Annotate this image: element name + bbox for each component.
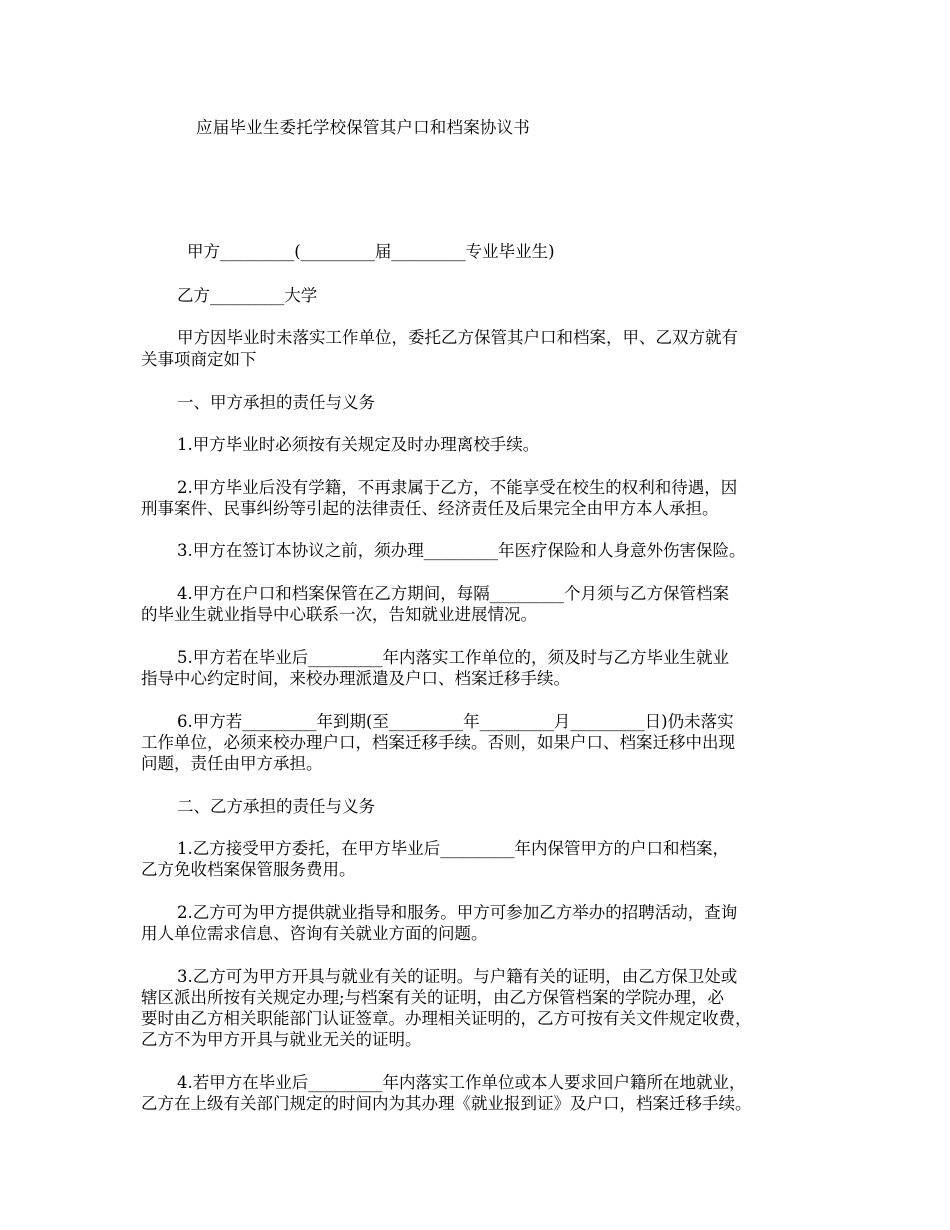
- clause-line: 问题，责任由甲方承担。: [141, 754, 323, 773]
- party-a-line: 甲方_________(_________届_________专业毕业生): [187, 242, 555, 261]
- clause-line: 1.甲方毕业时必须按有关规定及时办理离校手续。: [177, 435, 540, 454]
- clause-line: 的毕业生就业指导中心联系一次，告知就业进展情况。: [141, 605, 537, 624]
- intro-line: 关事项商定如下: [141, 350, 257, 369]
- document-title: 应届毕业生委托学校保管其户口和档案协议书: [196, 118, 530, 137]
- party-b-line: 乙方_________大学: [177, 286, 318, 305]
- clause-line: 6.甲方若_________年到期(至_________年_________月_________日)仍未落实: [177, 712, 734, 731]
- clause-line: 要时由乙方相关职能部门认证签章。办理相关证明的，乙方可按有关文件规定收费，: [141, 1009, 752, 1028]
- clause-line: 1.乙方接受甲方委托，在甲方毕业后_________年内保管甲方的户口和档案，: [177, 839, 729, 858]
- clause-line: 乙方在上级有关部门规定的时间内为其办理《就业报到证》及户口，档案迁移手续。: [141, 1094, 752, 1113]
- clause-line: 3.甲方在签订本协议之前，须办理_________年医疗保险和人身意外伤害保险。: [177, 541, 746, 560]
- clause-line: 4.甲方在户口和档案保管在乙方期间，每隔_________个月须与乙方保管档案: [177, 584, 729, 603]
- section-heading: 二、乙方承担的责任与义务: [177, 797, 375, 816]
- clause-line: 刑事案件、民事纠纷等引起的法律责任、经济责任及后果完全由甲方本人承担。: [141, 499, 719, 518]
- clause-line: 工作单位，必须来校办理户口，档案迁移手续。否则，如果户口、档案迁移中出现: [141, 733, 735, 752]
- clause-line: 辖区派出所按有关规定办理;与档案有关的证明，由乙方保管档案的学院办理，必: [141, 988, 725, 1007]
- clause-line: 2.甲方毕业后没有学籍，不再隶属于乙方，不能享受在校生的权利和待遇，因: [177, 478, 738, 497]
- clause-line: 3.乙方可为甲方开具与就业有关的证明。与户籍有关的证明，由乙方保卫处或: [177, 967, 738, 986]
- clause-line: 4.若甲方在毕业后_________年内落实工作单位或本人要求回户籍所在地就业，: [177, 1073, 746, 1092]
- clause-line: 2.乙方可为甲方提供就业指导和服务。甲方可参加乙方举办的招聘活动，查询: [177, 903, 738, 922]
- clause-line: 5.甲方若在毕业后_________年内落实工作单位的，须及时与乙方毕业生就业: [177, 648, 729, 667]
- clause-line: 乙方不为甲方开具与就业无关的证明。: [141, 1030, 422, 1049]
- clause-line: 用人单位需求信息、咨询有关就业方面的问题。: [141, 924, 488, 943]
- section-heading: 一、甲方承担的责任与义务: [177, 393, 375, 412]
- clause-line: 指导中心约定时间，来校办理派遣及户口、档案迁移手续。: [141, 669, 570, 688]
- intro-line: 甲方因毕业时未落实工作单位，委托乙方保管其户口和档案，甲、乙双方就有: [177, 328, 738, 347]
- clause-line: 乙方免收档案保管服务费用。: [141, 860, 356, 879]
